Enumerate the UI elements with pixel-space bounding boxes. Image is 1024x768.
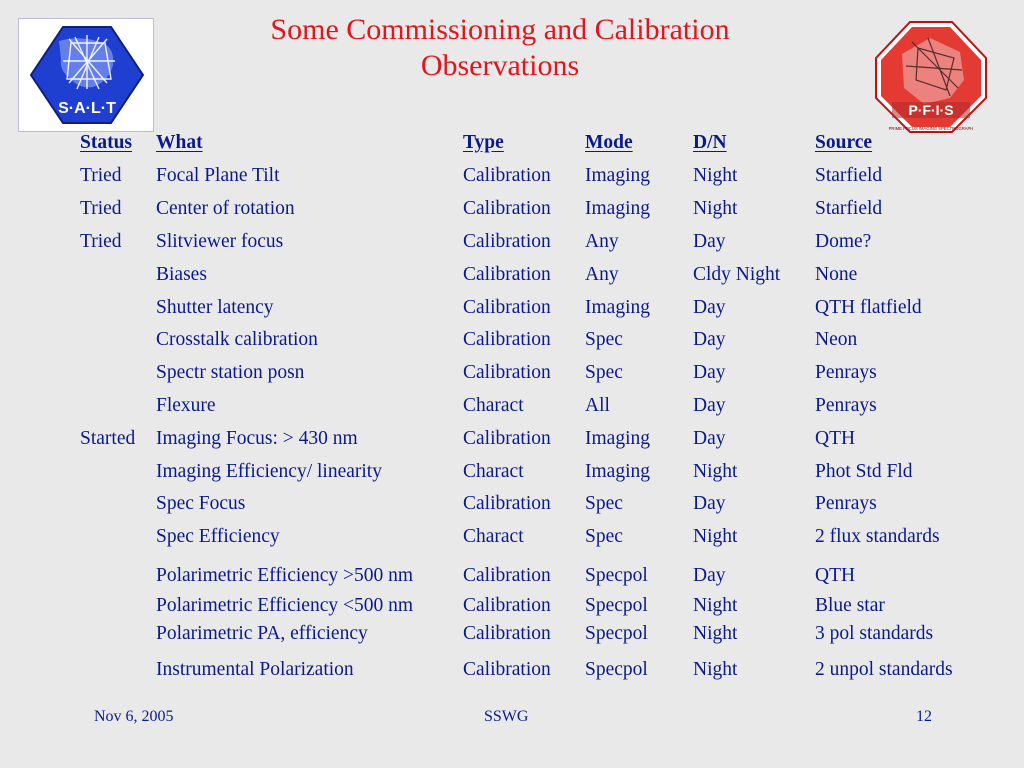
- salt-logo: [18, 18, 154, 132]
- cell-dn: Day: [693, 329, 726, 351]
- cell-dn: Night: [693, 622, 738, 644]
- cell-dn: Day: [693, 362, 726, 384]
- header-source: Source: [815, 132, 873, 153]
- cell-what: Polarimetric PA, efficiency: [156, 622, 368, 644]
- cell-mode: Imaging: [585, 427, 650, 449]
- cell-status: [76, 324, 152, 357]
- cell-what: Instrumental Polarization: [156, 658, 354, 680]
- cell-mode: Imaging: [585, 198, 650, 220]
- cell-source: Penrays: [815, 362, 877, 384]
- table-header-row: [76, 132, 981, 160]
- cell-type: Calibration: [463, 165, 551, 187]
- cell-status: [76, 291, 152, 324]
- cell-type: Calibration: [463, 493, 551, 515]
- cell-type: Calibration: [463, 230, 551, 252]
- table-row: [76, 592, 981, 620]
- cell-mode: Any: [585, 263, 619, 285]
- table-row: [76, 488, 981, 521]
- title-line-2: Observations: [420, 49, 580, 82]
- cell-dn: Cldy Night: [693, 263, 781, 285]
- cell-source: Blue star: [815, 595, 885, 617]
- cell-what: Spectr station posn: [156, 362, 305, 384]
- cell-source: 3 pol standards: [815, 622, 934, 644]
- cell-mode: Imaging: [585, 460, 650, 482]
- cell-mode: Spec: [585, 526, 623, 548]
- cell-type: Charact: [463, 460, 524, 482]
- cell-what: Center of rotation: [156, 198, 295, 220]
- cell-source: Dome?: [815, 230, 872, 252]
- table-row: [76, 160, 981, 193]
- svg-text:S·A·L·T: S·A·L·T: [58, 100, 116, 117]
- footer-date: Nov 6, 2005: [94, 708, 174, 725]
- table-row: [76, 324, 981, 357]
- cell-dn: Day: [693, 230, 726, 252]
- header-mode: Mode: [585, 132, 633, 153]
- cell-what: Spec Efficiency: [156, 526, 280, 548]
- cell-what: Slitviewer focus: [156, 230, 284, 252]
- header-dn: D/N: [693, 132, 727, 153]
- cell-what: Imaging Efficiency/ linearity: [156, 460, 382, 482]
- cell-dn: Day: [693, 493, 726, 515]
- cell-type: Calibration: [463, 362, 551, 384]
- cell-what: Shutter latency: [156, 296, 274, 318]
- footer-title: SSWG: [484, 708, 529, 725]
- cell-source: Starfield: [815, 165, 883, 187]
- cell-type: Calibration: [463, 198, 551, 220]
- cell-type: Calibration: [463, 263, 551, 285]
- cell-source: QTH: [815, 564, 856, 586]
- header-what: What: [156, 132, 203, 153]
- table-row: [76, 521, 981, 554]
- cell-type: Calibration: [463, 658, 551, 680]
- cell-status: [76, 521, 152, 554]
- cell-mode: Spec: [585, 493, 623, 515]
- cell-dn: Day: [693, 564, 726, 586]
- cell-mode: Any: [585, 230, 619, 252]
- cell-what: Focal Plane Tilt: [156, 165, 280, 187]
- cell-dn: Day: [693, 296, 726, 318]
- table-row: [76, 357, 981, 390]
- cell-status: [76, 488, 152, 521]
- cell-dn: Day: [693, 394, 726, 416]
- header-status: Status: [80, 132, 133, 153]
- table-row: [76, 647, 981, 686]
- table-row: [76, 455, 981, 488]
- cell-status: [76, 357, 152, 390]
- cell-mode: All: [585, 394, 610, 416]
- cell-status: [76, 647, 152, 686]
- cell-what: Biases: [156, 263, 207, 285]
- cell-dn: Night: [693, 198, 738, 220]
- svg-text:PRIME FOCUS IMAGING SPECTROGRA: PRIME FOCUS IMAGING SPECTROGRAPH: [888, 126, 974, 131]
- svg-text:P·F·I·S: P·F·I·S: [908, 102, 954, 118]
- cell-type: Charact: [463, 394, 524, 416]
- table-row: [76, 554, 981, 593]
- cell-status: [76, 258, 152, 291]
- cell-source: QTH: [815, 427, 856, 449]
- cell-source: 2 unpol standards: [815, 658, 953, 680]
- cell-mode: Specpol: [585, 622, 648, 644]
- pfis-logo: [872, 18, 990, 136]
- table-row: [76, 422, 981, 455]
- page-title: [160, 12, 840, 84]
- cell-source: Penrays: [815, 394, 877, 416]
- cell-type: Calibration: [463, 427, 551, 449]
- cell-type: Calibration: [463, 296, 551, 318]
- cell-type: Calibration: [463, 622, 551, 644]
- cell-mode: Specpol: [585, 658, 648, 680]
- cell-type: Calibration: [463, 329, 551, 351]
- observations-table: [76, 132, 981, 686]
- table-row: [76, 226, 981, 259]
- cell-dn: Night: [693, 658, 738, 680]
- cell-mode: Specpol: [585, 564, 648, 586]
- cell-source: Phot Std Fld: [815, 460, 913, 482]
- table-row: [76, 193, 981, 226]
- cell-dn: Night: [693, 165, 738, 187]
- cell-mode: Spec: [585, 362, 623, 384]
- cell-source: 2 flux standards: [815, 526, 940, 548]
- cell-what: Crosstalk calibration: [156, 329, 318, 351]
- cell-dn: Night: [693, 460, 738, 482]
- table-body: [76, 160, 981, 686]
- table-row: [76, 258, 981, 291]
- cell-status: [76, 554, 152, 593]
- cell-status: Started: [80, 427, 136, 449]
- cell-mode: Specpol: [585, 595, 648, 617]
- cell-type: Charact: [463, 526, 524, 548]
- cell-dn: Day: [693, 427, 726, 449]
- table-row: [76, 390, 981, 423]
- cell-what: Spec Focus: [156, 493, 246, 515]
- title-line-1: Some Commissioning and Calibration: [270, 13, 730, 46]
- cell-dn: Night: [693, 595, 738, 617]
- cell-status: [76, 592, 152, 620]
- cell-status: Tried: [80, 198, 122, 220]
- cell-mode: Imaging: [585, 296, 650, 318]
- cell-source: Neon: [815, 329, 858, 351]
- table-row: [76, 620, 981, 648]
- cell-source: Penrays: [815, 493, 877, 515]
- table-row: [76, 291, 981, 324]
- cell-what: Polarimetric Efficiency <500 nm: [156, 595, 414, 617]
- cell-what: Flexure: [156, 394, 216, 416]
- cell-status: [76, 620, 152, 648]
- header-type: Type: [463, 132, 504, 153]
- page-number: 12: [916, 708, 932, 725]
- cell-status: [76, 390, 152, 423]
- cell-source: None: [815, 263, 858, 285]
- cell-mode: Spec: [585, 329, 623, 351]
- cell-type: Calibration: [463, 564, 551, 586]
- cell-what: Polarimetric Efficiency >500 nm: [156, 564, 414, 586]
- cell-source: Starfield: [815, 198, 883, 220]
- cell-source: QTH flatfield: [815, 296, 922, 318]
- cell-status: Tried: [80, 230, 122, 252]
- cell-mode: Imaging: [585, 165, 650, 187]
- cell-what: Imaging Focus: > 430 nm: [156, 427, 358, 449]
- cell-status: [76, 455, 152, 488]
- cell-dn: Night: [693, 526, 738, 548]
- cell-type: Calibration: [463, 595, 551, 617]
- cell-status: Tried: [80, 165, 122, 187]
